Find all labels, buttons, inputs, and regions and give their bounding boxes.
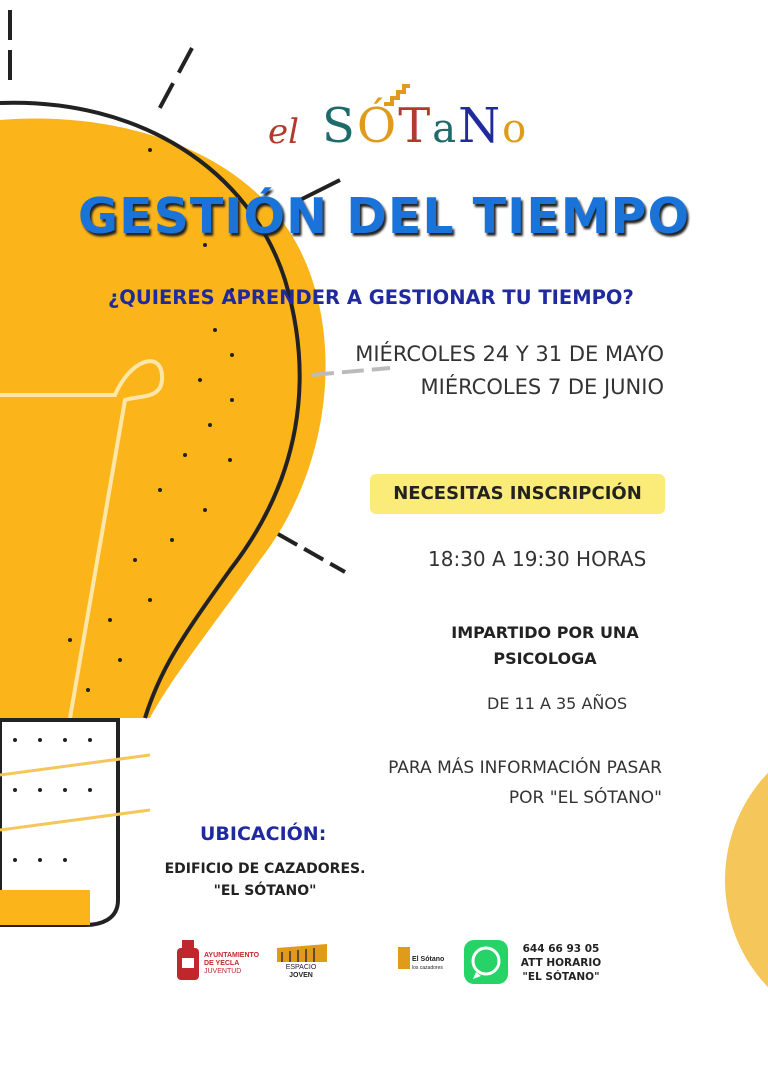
page-title: GESTIÓN DEL TIEMPO [77,188,691,245]
date-line-2: MIÉRCOLES 7 DE JUNIO [420,375,664,399]
registration-badge: NECESITAS INSCRIPCIÓN [370,474,665,514]
whatsapp-icon [464,940,508,984]
sotano-small-line-1: El Sótano [412,956,445,963]
logo-letter: a [432,106,459,152]
location-line-2: "EL SÓTANO" [213,883,317,899]
sotano-small-logo-text [412,956,444,972]
location-label: UBICACIÓN: [200,823,327,845]
logo-letter: Ó [356,98,399,154]
ayuntamiento-line-3: JUVENTUD [204,968,242,975]
espacio-joven-logo-icon [277,944,327,962]
date-line-1: MIÉRCOLES 24 Y 31 DE MAYO [355,342,664,366]
logo-letter: o [502,106,529,152]
ages-text: DE 11 A 35 AÑOS [487,694,628,713]
location-line-1: EDIFICIO DE CAZADORES. [164,861,366,877]
ray-2 [156,48,192,115]
logo-letter: T [398,98,433,154]
location-address [140,858,390,902]
more-info-line-2: POR "EL SÓTANO" [508,788,662,808]
contact-line-3: "EL SÓTANO" [522,971,600,983]
taught-by-line-2: PSICOLOGA [493,649,597,668]
more-info [388,753,662,813]
logo-el: el [268,112,299,152]
ayuntamiento-line-1: AYUNTAMIENTO [204,952,260,959]
hours-text: 18:30 A 19:30 HORAS [428,547,647,571]
taught-by [420,620,670,672]
bulb-cap [0,890,90,925]
espacio-line-2: JOVEN [289,972,313,979]
logo-letter: S [322,98,357,154]
more-info-line-1: PARA MÁS INFORMACIÓN PASAR [388,758,662,778]
sotano-small-logo-icon [398,947,410,969]
ray-5 [278,534,345,572]
question-text: ¿QUIERES APRENDER A GESTIONAR TU TIEMPO? [108,286,634,309]
ayuntamiento-line-2: DE YECLA [204,960,240,967]
ayuntamiento-logo-text [204,952,259,976]
espacio-joven-logo-text [276,964,326,980]
espacio-line-1: ESPACIO [285,964,317,971]
decorative-circle [725,725,768,1035]
contact-info [506,942,616,984]
contact-phone[interactable]: 644 66 93 05 [522,943,600,955]
logo-sotano [322,98,528,154]
taught-by-line-1: IMPARTIDO POR UNA [451,623,639,642]
logo-letter: N [458,98,503,154]
contact-line-2: ATT HORARIO [520,957,602,969]
ayuntamiento-crest-icon [177,940,199,980]
sotano-small-line-2: los cazadores [412,965,443,971]
